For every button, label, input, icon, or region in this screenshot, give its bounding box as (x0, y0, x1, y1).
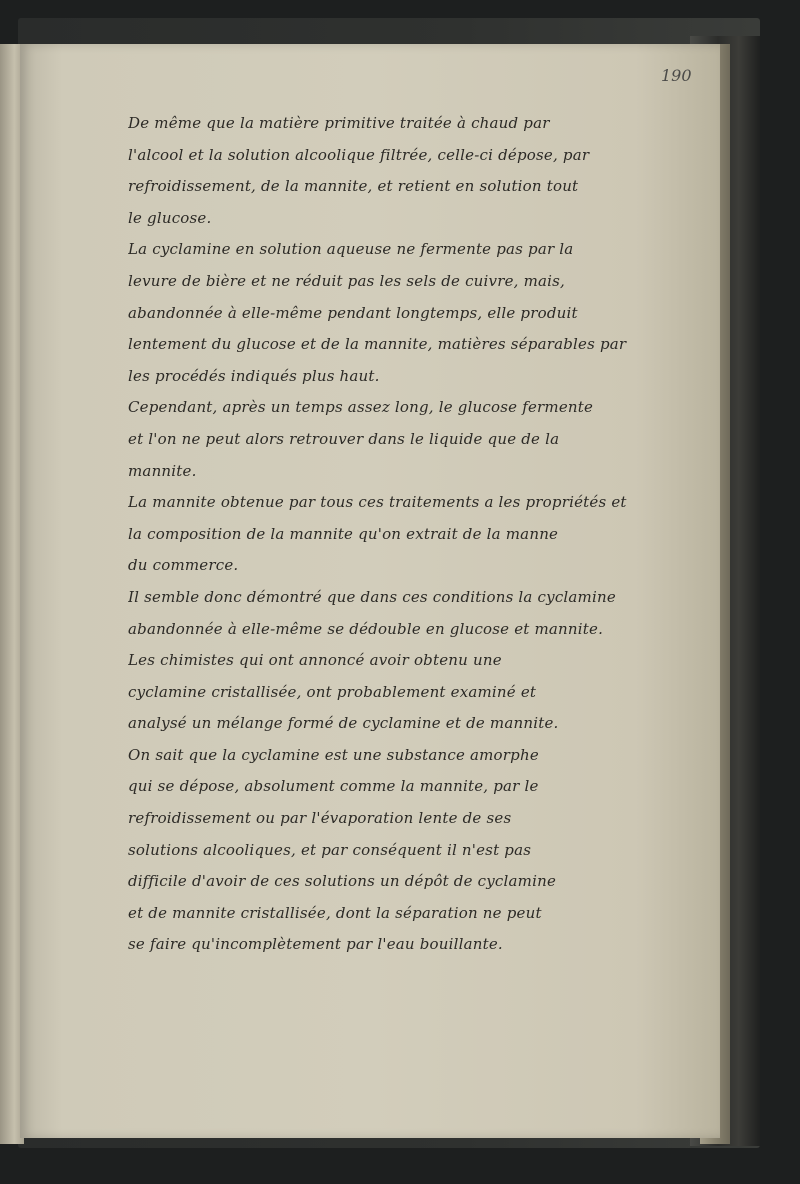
text-line: On sait que la cyclamine est une substance amorphe (128, 745, 539, 764)
text-line: le glucose. (128, 208, 212, 227)
handwritten-text (128, 108, 694, 961)
text-line: levure de bière et ne réduit pas les sels de cuivre, mais, (128, 271, 566, 290)
text-line: l'alcool et la solution alcoolique filtrée, celle-ci dépose, par (128, 145, 590, 164)
text-line: solutions alcooliques, et par conséquent il n'est pas (128, 840, 532, 859)
text-line: difficile d'avoir de ces solutions un dépôt de cyclamine (128, 872, 557, 891)
page-number: 190 (661, 66, 692, 85)
text-line: et l'on ne peut alors retrouver dans le liquide que de la (128, 429, 560, 448)
text-line: De même que la matière primitive traitée à chaud par (128, 114, 550, 132)
text-line: La mannite obtenue par tous ces traitements a les propriétés et (128, 493, 627, 512)
text-line: les procédés indiqués plus haut. (128, 366, 380, 385)
text-line: La cyclamine en solution aqueuse ne fermente pas par la (128, 240, 574, 259)
text-line: se faire qu'incomplètement par l'eau bouillante. (128, 935, 503, 954)
text-line: et de mannite cristallisée, dont la séparation ne peut (128, 903, 542, 922)
text-line: qui se dépose, absolument comme la mannite, par le (128, 777, 539, 796)
text-line: Cependant, après un temps assez long, le glucose fermente (128, 398, 594, 417)
text-line: abandonnée à elle-même se dédouble en glucose et mannite. (128, 619, 604, 638)
text-line: refroidissement ou par l'évaporation lente de ses (128, 809, 512, 828)
text-line: abandonnée à elle-même pendant longtemps, elle produit (128, 303, 578, 322)
text-line: Les chimistes qui ont annoncé avoir obtenu une (128, 651, 502, 670)
text-line: analysé un mélange formé de cyclamine et de mannite. (128, 714, 559, 733)
text-line: lentement du glucose et de la mannite, matières séparables par (128, 335, 627, 354)
text-line: la composition de la mannite qu'on extrait de la manne (128, 524, 559, 543)
text-line: refroidissement, de la mannite, et retient en solution tout (128, 177, 579, 196)
text-line: mannite. (128, 461, 197, 480)
text-line: Il semble donc démontré que dans ces conditions la cyclamine (128, 587, 616, 606)
text-line: du commerce. (128, 556, 239, 575)
text-line: cyclamine cristallisée, ont probablement examiné et (128, 682, 537, 701)
